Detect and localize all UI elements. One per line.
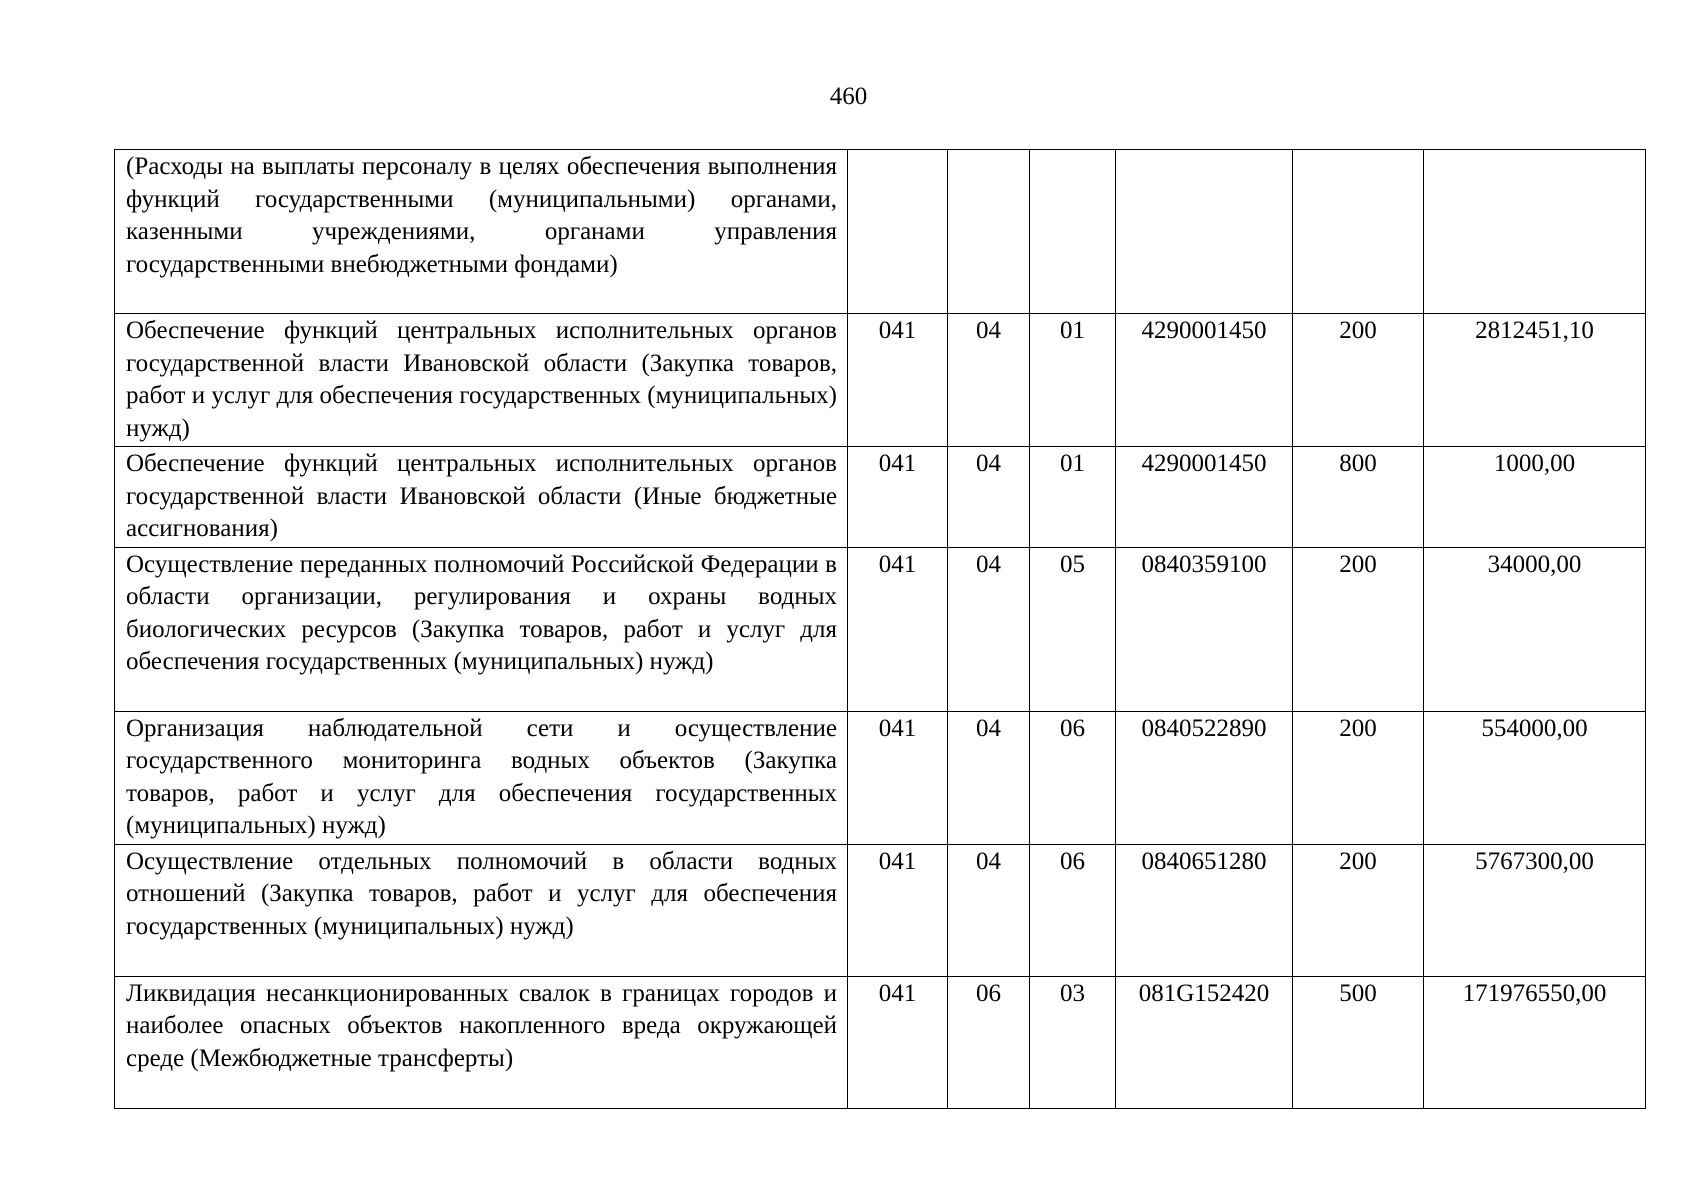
row-description: Обеспечение функций центральных исполнительных органов государственной власти Ивановской области (Иные бюджетные ассигнования)	[115, 447, 848, 548]
amount-value: 5767300,00	[1424, 844, 1646, 976]
target-article-code	[1116, 150, 1293, 314]
subsection-code	[1030, 150, 1116, 314]
budget-table	[114, 149, 1646, 1109]
expense-type-code	[1293, 150, 1424, 314]
ministry-code: 041	[848, 547, 948, 711]
subsection-code: 05	[1030, 547, 1116, 711]
expense-type-code: 200	[1293, 547, 1424, 711]
target-article-code: 0840651280	[1116, 844, 1293, 976]
target-article-code: 4290001450	[1116, 314, 1293, 447]
row-description: (Расходы на выплаты персоналу в целях обеспечения выполнения функций государственными (муниципальными) органами, казенными учреждениями, органами управления государственными внебюджетными фондами)	[115, 150, 848, 314]
subsection-code: 06	[1030, 844, 1116, 976]
target-article-code: 4290001450	[1116, 447, 1293, 548]
table-row	[115, 976, 1646, 1108]
page-number: 460	[829, 83, 868, 110]
ministry-code: 041	[848, 711, 948, 844]
amount-value	[1424, 150, 1646, 314]
row-description: Организация наблюдательной сети и осуществление государственного мониторинга водных объектов (Закупка товаров, работ и услуг для обеспечения государственных (муниципальных) нужд)	[115, 711, 848, 844]
section-code: 04	[948, 844, 1030, 976]
amount-value: 1000,00	[1424, 447, 1646, 548]
amount-value: 34000,00	[1424, 547, 1646, 711]
target-article-code: 0840522890	[1116, 711, 1293, 844]
section-code: 06	[948, 976, 1030, 1108]
target-article-code: 081G152420	[1116, 976, 1293, 1108]
target-article-code: 0840359100	[1116, 547, 1293, 711]
subsection-code: 06	[1030, 711, 1116, 844]
ministry-code: 041	[848, 447, 948, 548]
ministry-code: 041	[848, 976, 948, 1108]
row-description: Ликвидация несанкционированных свалок в границах городов и наиболее опасных объектов накопленного вреда окружающей среде (Межбюджетные трансферты)	[115, 976, 848, 1108]
expense-type-code: 800	[1293, 447, 1424, 548]
expense-type-code: 500	[1293, 976, 1424, 1108]
ministry-code: 041	[848, 314, 948, 447]
subsection-code: 01	[1030, 314, 1116, 447]
ministry-code	[848, 150, 948, 314]
table-row	[115, 447, 1646, 548]
expense-type-code: 200	[1293, 314, 1424, 447]
table-row	[115, 150, 1646, 314]
section-code: 04	[948, 711, 1030, 844]
section-code: 04	[948, 547, 1030, 711]
amount-value: 2812451,10	[1424, 314, 1646, 447]
row-description: Обеспечение функций центральных исполнительных органов государственной власти Ивановской области (Закупка товаров, работ и услуг для обеспечения государственных (муниципальных) нужд)	[115, 314, 848, 447]
subsection-code: 03	[1030, 976, 1116, 1108]
section-code: 04	[948, 447, 1030, 548]
amount-value: 171976550,00	[1424, 976, 1646, 1108]
row-description: Осуществление отдельных полномочий в области водных отношений (Закупка товаров, работ и услуг для обеспечения государственных (муниципальных) нужд)	[115, 844, 848, 976]
table-row	[115, 547, 1646, 711]
expense-type-code: 200	[1293, 711, 1424, 844]
table-row	[115, 711, 1646, 844]
table-row	[115, 314, 1646, 447]
subsection-code: 01	[1030, 447, 1116, 548]
ministry-code: 041	[848, 844, 948, 976]
section-code: 04	[948, 314, 1030, 447]
amount-value: 554000,00	[1424, 711, 1646, 844]
section-code	[948, 150, 1030, 314]
table-row	[115, 844, 1646, 976]
row-description: Осуществление переданных полномочий Российской Федерации в области организации, регулирования и охраны водных биологических ресурсов (Закупка товаров, работ и услуг для обеспечения государственных (муниципальных) нужд)	[115, 547, 848, 711]
expense-type-code: 200	[1293, 844, 1424, 976]
